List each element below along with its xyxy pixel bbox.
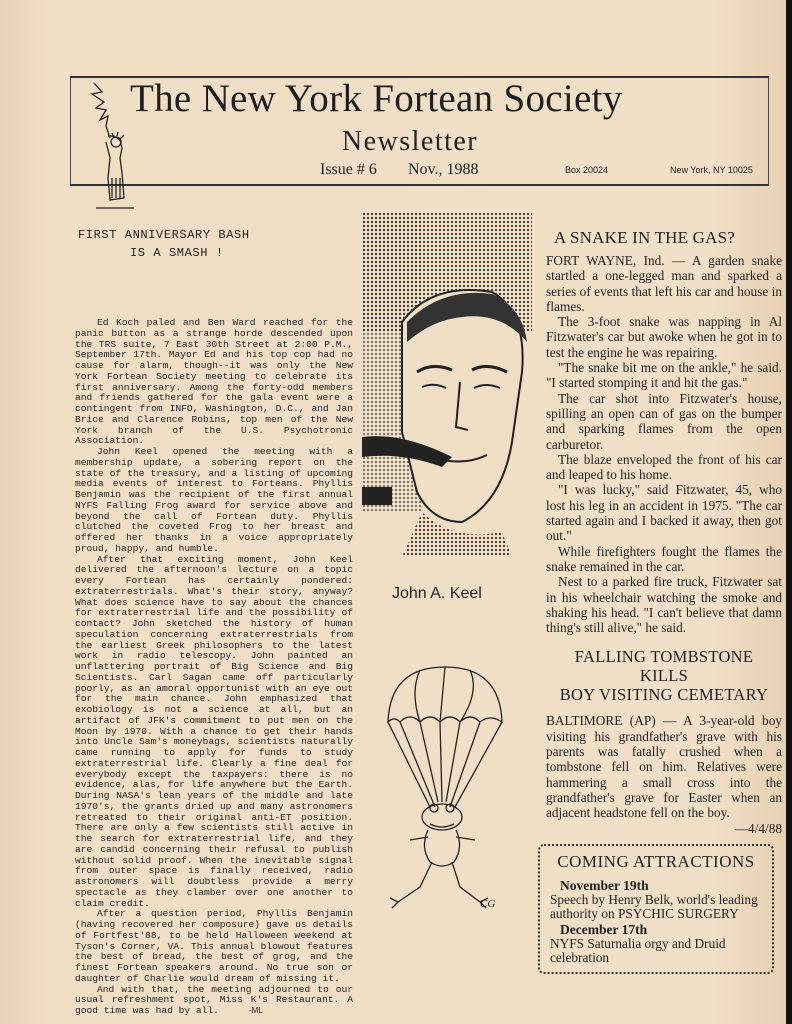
event-date: December 17th [560, 921, 648, 937]
lead-paragraph: John Keel opened the meeting with a membership update, a sobering report on the state of the treasury, and a listing of upcoming media events of interest to Forteans. Phyllis Benjamin was the recipient of the first annual NYFS Falling Frog award for service above and beyond the call of Fortean duty. Phyllis clutched the coveted Frog to her breast and offered her thanks in a voice appropriately proud, happy, and humble. [75, 446, 353, 554]
snake-paragraph: The 3-foot snake was napping in Al Fitzwater's car but awoke when he got in to test the engine he was repairing. [546, 314, 782, 360]
lead-headline-line2: IS A SMASH ! [130, 246, 224, 260]
event-description: NYFS Saturnalia orgy and Druid celebration [550, 935, 726, 966]
snake-paragraph: "I was lucky," said Fitzwater, 45, who lost his leg in an accident in 1975. "The car started again and I backed it away, then got out." [546, 482, 782, 544]
lead-paragraph-text: And with that, the meeting adjourned to our usual refreshment spot, Miss K's Restaurant. A good time was had by all. [75, 983, 353, 1016]
lead-article [75, 228, 353, 1017]
lead-headline-line1: FIRST ANNIVERSARY BASH [78, 228, 250, 242]
masthead-title: The New York Fortean Society [130, 77, 623, 120]
masthead-subtitle: Newsletter [341, 126, 479, 157]
event-description: Speech by Henry Belk, world's leading authority on PSYCHIC SURGERY [550, 891, 758, 922]
tombstone-headline-line3: BOY VISITING CEMETARY [559, 685, 769, 705]
tombstone-paragraph: BALTIMORE (AP) — A 3-year-old boy visiting his grandfather's grave with his parents was fatally crushed when a tombstone fell on him. Relatives were hammering a small cross into the grandfather's grave for Easter when an adjacent headstone fell on the boy. [546, 713, 782, 821]
tombstone-dateline: —4/4/88 [734, 820, 782, 836]
tombstone-headline-line2: KILLS [639, 666, 689, 686]
tombstone-headline [546, 647, 782, 704]
byline: -ML [248, 1006, 263, 1015]
right-column [546, 228, 782, 974]
lead-paragraph [75, 985, 353, 1017]
coming-attractions-title: COMING ATTRACTIONS [557, 851, 755, 871]
illustrator-signature: CG [480, 898, 496, 910]
lead-paragraph: After that exciting moment, John Keel delivered the afternoon's lecture on a topic every Fortean has certainly pondered: extraterrestrials. What's their story, anyway? What does science have to say about the chances for extraterrestrial life and the possibility of contact? John sketched the history of human speculation concerning extraterrestrials from the earliest Greek philosophers to the latest work in radio telescopy. John painted an unflattering portrait of Big Science and Big Scientists. Carl Sagan came off particularly poorly, as an amoral opportunist with an eye out for the main chance. John emphasized that exobiology is not a science at all, but an artifact of JFK's commitment to put men on the Moon by 1970. With a chance to get their hands into Uncle Sam's moneybags, scientists naturally came running to apply for funds to study extraterrestrial life. Clearly a fine deal for everybody except the taxpayers: there is no evidence, alas, for life anywhere but the Earth. During NASA's lean years of the middle and late 1970's, the grants dried up and many astronomers retreated to their original anti-ET position. There are only a few scientists still active in the search for extraterrestrial life, and they are candid concerning their refusal to publish without solid proof. When the inevitable signal from outer space is finally received, radio astronomers will doubtless provide a merry spectacle as they clamber over one another to claim credit. [75, 553, 353, 909]
photo-caption: John A. Keel [392, 585, 482, 602]
snake-paragraph: The blaze enveloped the front of his car and leaped to his home. [546, 451, 782, 483]
event-date: November 19th [560, 877, 649, 893]
john-keel-photo [362, 212, 532, 562]
lead-paragraph: Ed Koch paled and Ben Ward reached for the panic button as a strange horde descended upon the TRS suite, 7 East 30th Street at 2:00 P.M., September 17th. Mayor Ed and his top cop had no cause for alarm, though--it was only the New York Fortean Society meeting to celebrate its first anniversary. Among the forty-odd members and friends gathered for the gala event were a contingent from INFO, Washington, D.C., and Jan Brice and Clarence Robins, top men of the New York branch of the U.S. Psychotronic Association. [75, 317, 353, 447]
snake-paragraph: "The snake bit me on the ankle," he said. "I started stomping it and hit the gas." [546, 360, 782, 391]
tombstone-body [546, 713, 782, 820]
lead-paragraph: After a question period, Phyllis Benjamin (having recovered her composure) gave us details of Fortfest'88, to be held Halloween weekend at Tyson's Corner, VA. This annual blowout features the best of bread, the best of grog, and the finest Fortean speakers around. No true son or daughter of Charlie would dream of missing it. [75, 908, 353, 984]
tombstone-headline-line1: FALLING TOMBSTONE [574, 647, 754, 667]
coming-attractions-box [538, 844, 774, 974]
issue-number: Issue # 6 [320, 161, 377, 178]
snake-body [546, 253, 782, 635]
snake-paragraph: While firefighters fought the flames the snake remained in the car. [546, 543, 782, 574]
snake-paragraph: The car shot into Fitzwater's house, spilling an open can of gas on the bumper and sparking flames from the open carburetor. [546, 390, 782, 452]
address: New York, NY 10025 [670, 165, 753, 175]
issue-date: Nov., 1988 [408, 161, 479, 178]
po-box: Box 20024 [565, 165, 609, 175]
snake-paragraph: Nest to a parked fire truck, Fitzwater sat in his wheelchair watching the smoke and shaking his head. "I can't believe that damn thing's still alive," he said. [546, 574, 782, 636]
parachuting-frog-illustration [380, 662, 510, 922]
lead-body [75, 318, 353, 1017]
snake-headline: A SNAKE IN THE GAS? [554, 228, 736, 247]
snake-paragraph: FORT WAYNE, Ind. — A garden snake startled a one-legged man and sparked a series of events that left his car and house in flames. [546, 253, 782, 314]
